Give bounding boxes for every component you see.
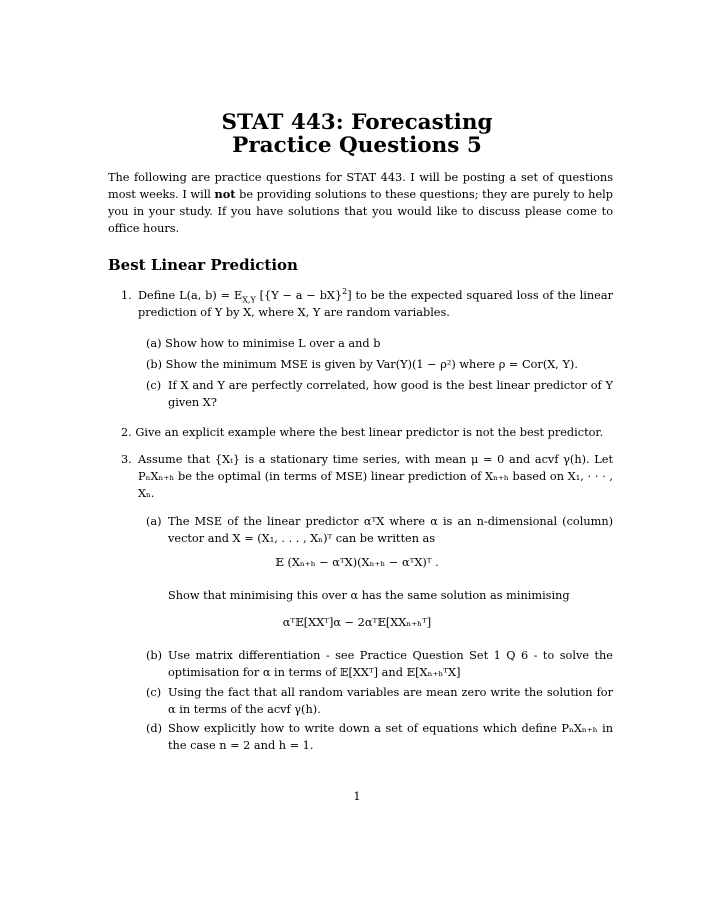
q3-part-b-label: (b) bbox=[146, 649, 163, 662]
page-number: 1 bbox=[353, 790, 361, 803]
q1-text-a: Define L(a, b) = E bbox=[138, 289, 243, 302]
question-3-number: 3. bbox=[121, 453, 132, 466]
question-3-text: Assume that {Xₜ} is a stationary time series, with mean μ = 0 and acvf γ(h). Let PₙXₙ₊ₕ be the optimal (in terms of MSE) linear prediction of Xₙ₊ₕ based on X₁, · · · , Xₙ. bbox=[138, 453, 613, 500]
question-1-number: 1. bbox=[121, 289, 132, 302]
question-2-text: Give an explicit example where the best linear predictor is not the best predictor. bbox=[135, 426, 604, 439]
q3-part-a-label: (a) bbox=[146, 515, 162, 528]
q3-equation-2: αᵀ𝔼[XXᵀ]α − 2αᵀ𝔼[XXₙ₊ₕᵀ] bbox=[282, 616, 432, 629]
q3-part-d-label: (d) bbox=[146, 722, 163, 735]
q3-part-c-label: (c) bbox=[146, 686, 162, 699]
q1-part-a-text: Show how to minimise L over a and b bbox=[165, 337, 381, 350]
question-2-number: 2. bbox=[121, 426, 132, 439]
q1-part-a-label: (a) bbox=[146, 337, 162, 350]
q1-part-c-label: (c) bbox=[146, 379, 162, 392]
intro-text-end: be providing solutions to these questions; they are purely to help you in your study. If you have solutions that you would like to discuss please come to office hours. bbox=[108, 188, 613, 235]
q3-part-b-text: Use matrix differentiation - see Practice Question Set 1 Q 6 - to solve the optimisation for α in terms of 𝔼[XXᵀ] and 𝔼[Xₙ₊ₕᵀX] bbox=[168, 649, 613, 679]
page-subtitle: Practice Questions 5 bbox=[232, 133, 482, 158]
q3-part-c bbox=[146, 684, 613, 718]
intro-bold-word: not bbox=[214, 187, 236, 201]
question-2 bbox=[121, 424, 613, 441]
page-title: STAT 443: Forecasting bbox=[221, 110, 493, 135]
q3-part-a-text: The MSE of the linear predictor αᵀX where α is an n-dimensional (column) vector and X = (X₁, . . . , Xₙ)ᵀ can be written as bbox=[168, 515, 613, 545]
section-heading: Best Linear Prediction bbox=[108, 256, 298, 274]
intro-text-start: The following are practice questions for STAT 443. I will be posting a set of questions most weeks. I will bbox=[108, 171, 613, 201]
q1-text-c: ] to be the expected squared loss of the linear prediction of Y by X, where X, Y are random variables. bbox=[138, 289, 613, 319]
q3-part-a-continued: Show that minimising this over α has the same solution as minimising bbox=[168, 589, 570, 602]
q1-subscript: X,Y bbox=[242, 295, 256, 305]
q3-part-a bbox=[146, 513, 613, 547]
q3-part-d-text: Show explicitly how to write down a set of equations which define PₙXₙ₊ₕ in the case n = 2 and h = 1. bbox=[168, 722, 613, 752]
q1-part-c bbox=[146, 377, 613, 411]
q1-text-b: [{Y − a − bX} bbox=[255, 289, 343, 302]
intro-paragraph bbox=[108, 169, 613, 237]
question-1 bbox=[121, 287, 613, 321]
q1-part-b bbox=[146, 356, 613, 373]
q1-part-b-label: (b) bbox=[146, 358, 163, 371]
question-3 bbox=[121, 451, 613, 502]
q1-part-a bbox=[146, 335, 613, 352]
q3-part-c-text: Using the fact that all random variables are mean zero write the solution for α in terms of the acvf γ(h). bbox=[168, 686, 613, 716]
q1-superscript: 2 bbox=[342, 287, 348, 297]
q1-part-c-text: If X and Y are perfectly correlated, how good is the best linear predictor of Y given X? bbox=[168, 379, 613, 409]
q3-part-b bbox=[146, 647, 613, 681]
q3-part-d bbox=[146, 720, 613, 754]
q1-part-b-text: Show the minimum MSE is given by Var(Y)(1 − ρ²) where ρ = Cor(X, Y). bbox=[165, 358, 578, 371]
q3-equation-1: 𝔼 (Xₙ₊ₕ − αᵀX)(Xₙ₊ₕ − αᵀX)ᵀ . bbox=[275, 556, 439, 569]
